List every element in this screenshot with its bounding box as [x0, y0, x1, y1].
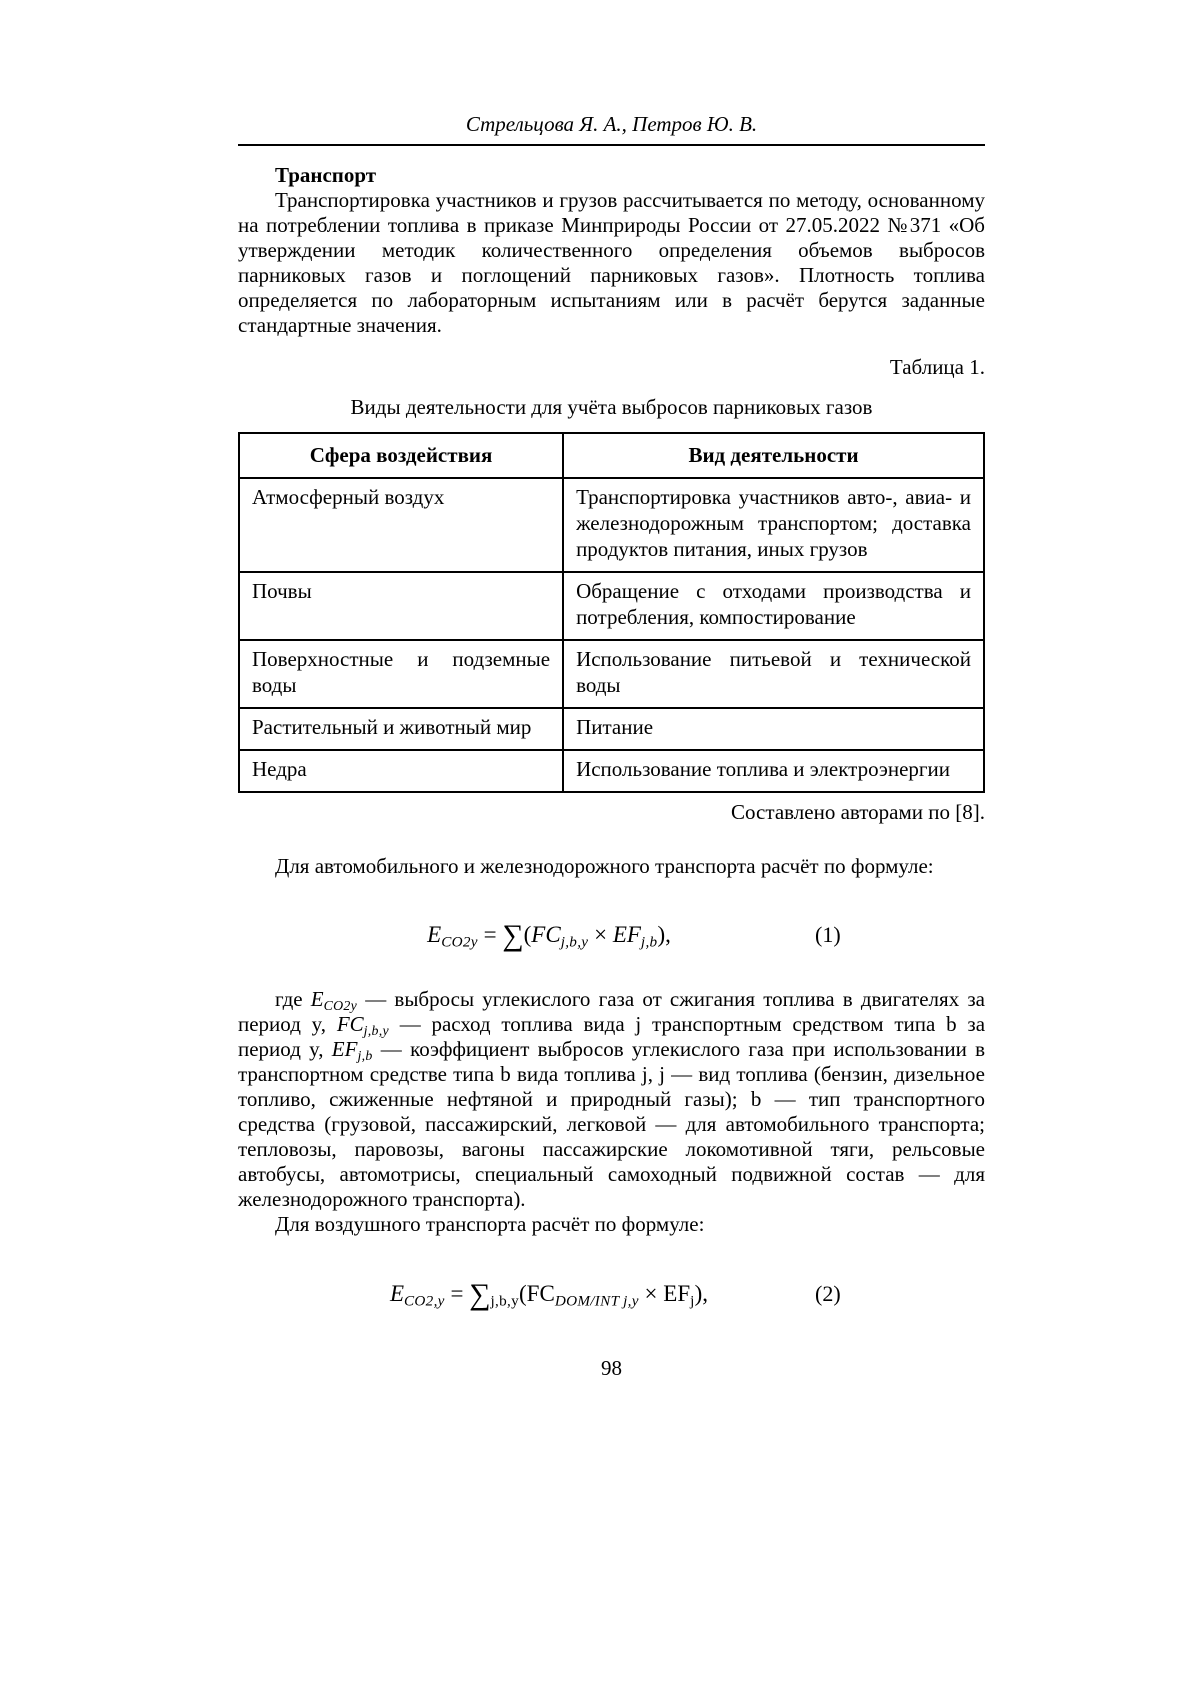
text-run: ), [694, 1281, 709, 1306]
formula-1-math [238, 918, 860, 952]
paragraph-intro: Транспортировка участников и грузов рассчитывается по методу, основанному на потреблении топлива в приказе Минприроды России от 27.05.2022 №371 «Об утверждении методик количественного определения объемов выбросов парниковых газов и поглощений парниковых газов». Плотность топлива определяется по лабораторным испытаниям или в расчёт берутся заданные стандартные значения. [238, 188, 985, 337]
text-run: = [444, 1281, 470, 1306]
formula-2-math [238, 1277, 860, 1311]
text-run: ), [657, 922, 671, 947]
table-row [239, 750, 984, 792]
page-number: 98 [601, 1356, 622, 1380]
math-run: FC [531, 922, 561, 947]
sphere-cell: Почвы [239, 572, 563, 640]
text-run: (FC [519, 1281, 555, 1306]
math-run: FC [336, 1012, 364, 1036]
table-caption: Виды деятельности для учёта выбросов парниковых газов [350, 395, 873, 419]
table-body [239, 478, 984, 792]
text-run: — выбросы углекислого газа от сжигания топлива в двигателях за период y, [238, 987, 985, 1036]
math-run: EF [612, 922, 641, 947]
math-run: ∑ [502, 918, 524, 952]
math-run: EF [331, 1037, 358, 1061]
text-run: × [588, 922, 613, 947]
paragraph-formula1-intro: Для автомобильного и железнодорожного транспорта расчёт по формуле: [275, 854, 934, 878]
math-run: ∑ [469, 1277, 491, 1311]
math-run: DOM/INT j,y [554, 1292, 639, 1310]
paragraph-explanation [238, 987, 985, 1212]
math-run: j,b,y [560, 933, 589, 951]
math-run: j,b,y [363, 1023, 389, 1039]
formula-1 [238, 916, 985, 960]
math-run: E [310, 987, 324, 1011]
table-source-note: Составлено авторами по [8]. [731, 800, 985, 824]
paragraph-formula2-intro: Для воздушного транспорта расчёт по формуле: [275, 1212, 705, 1236]
table-header-activity: Вид деятельности [563, 433, 984, 478]
activity-cell: Питание [563, 708, 984, 750]
math-run: j [690, 1292, 695, 1310]
text-run: × EF [638, 1281, 691, 1306]
math-run: j,b [640, 933, 658, 951]
activity-cell: Обращение с отходами производства и потребления, компостирование [563, 572, 984, 640]
activity-cell: Транспортировка участников авто-, авиа- и железнодорожным транспортом; доставка продуктов питания, иных грузов [563, 478, 984, 572]
table-row [239, 708, 984, 750]
formula-2 [238, 1275, 985, 1319]
sphere-cell: Поверхностные и подземные воды [239, 640, 563, 708]
sphere-cell: Растительный и животный мир [239, 708, 563, 750]
math-run: j,b [357, 1048, 373, 1064]
sphere-cell: Атмосферный воздух [239, 478, 563, 572]
math-run: CO2y [323, 998, 358, 1014]
table-row [239, 640, 984, 708]
activity-cell: Использование топлива и электроэнергии [563, 750, 984, 792]
table-label: Таблица 1. [889, 355, 985, 379]
text-run: где [275, 987, 311, 1011]
text-run: — расход топлива вида j транспортным средством типа b за период y, [238, 1012, 986, 1061]
section-title: Транспорт [275, 163, 377, 187]
sphere-cell: Недра [239, 750, 563, 792]
text-run: — коэффициент выбросов углекислого газа при использовании в транспортном средстве типа b вида топлива j, j — вид топлива (бензин, дизельное топливо, сжиженные нефтяной и природный газы); b — тип транспортного средства (грузовой, пассажирский, легковой — для автомобильного транспорта; тепловозы, паровозы, вагоны пассажирские локомотивной тяги, рельсовые автобусы, автомотрисы, специальный самоходный подвижной состав — для железнодорожного транспорта). [238, 1037, 985, 1211]
math-run: E [427, 922, 442, 947]
text-run: ( [523, 922, 532, 947]
table-header-row [239, 433, 984, 478]
formula-2-number: (2) [815, 1281, 841, 1306]
math-run: CO2,y [404, 1292, 445, 1310]
table-row [239, 572, 984, 640]
formula-1-number: (1) [815, 922, 841, 947]
table-header-sphere: Сфера воздействия [239, 433, 563, 478]
activity-cell: Использование питьевой и технической воды [563, 640, 984, 708]
table-row [239, 478, 984, 572]
text-block [238, 112, 985, 1381]
math-run: j,b,y [490, 1292, 520, 1310]
math-run: CO2y [441, 933, 478, 951]
running-head: Стрельцова Я. А., Петров Ю. В. [238, 112, 985, 146]
math-run: E [389, 1281, 404, 1306]
activities-table [238, 432, 985, 793]
text-run: = [477, 922, 503, 947]
